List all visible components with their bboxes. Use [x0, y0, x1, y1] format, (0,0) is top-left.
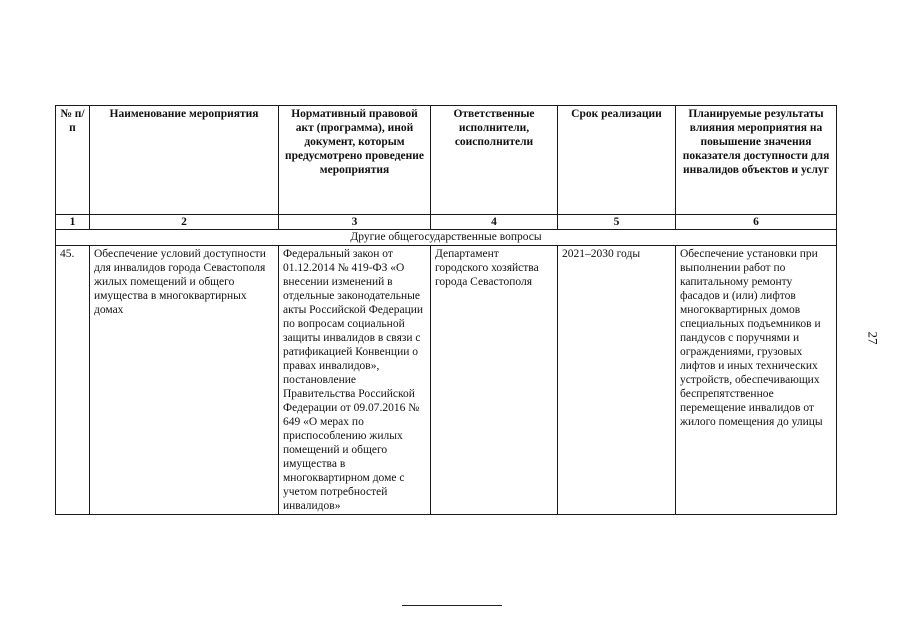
- table-header-row: [56, 106, 837, 215]
- row-executors: Департамент городского хозяйства города Севастополя: [431, 246, 558, 515]
- header-period: Срок реализации: [558, 106, 676, 215]
- column-number-row: [56, 215, 837, 230]
- row-measure-name: Обеспечение условий доступности для инвалидов города Севастополя жилых помещений и общего имущества в многоквартирных домах: [90, 246, 279, 515]
- column-number: 3: [279, 215, 431, 230]
- page-number: 27: [865, 331, 881, 345]
- measures-table: [55, 105, 837, 515]
- header-number: № п/п: [56, 106, 90, 215]
- header-executors: Ответственные исполнители, соисполнители: [431, 106, 558, 215]
- column-number: 2: [90, 215, 279, 230]
- header-planned-results: Планируемые результаты влияния мероприятия на повышение значения показателя доступности для инвалидов объектов и услуг: [676, 106, 837, 215]
- section-row: [56, 230, 837, 246]
- section-title: Другие общегосударственные вопросы: [56, 230, 837, 246]
- table-row: [56, 246, 837, 515]
- row-period: 2021–2030 годы: [558, 246, 676, 515]
- column-number: 5: [558, 215, 676, 230]
- row-legal-act: Федеральный закон от 01.12.2014 № 419-ФЗ «О внесении изменений в отдельные законодательные акты Российской Федерации по вопросам социальной защиты инвалидов в связи с ратификацией Конвенции о правах инвалидов», постановление Правительства Российской Федерации от 09.07.2016 № 649 «О мерах по приспособлению жилых помещений и общего имущества в многоквартирном доме с учетом потребностей инвалидов»: [279, 246, 431, 515]
- header-measure-name: Наименование мероприятия: [90, 106, 279, 215]
- footer-divider: [402, 605, 502, 606]
- row-number: 45.: [56, 246, 90, 515]
- column-number: 4: [431, 215, 558, 230]
- row-planned-results: Обеспечение установки при выполнении работ по капитальному ремонту фасадов и (или) лифтов многоквартирных домов специальных подъемников и пандусов с поручнями и ограждениями, грузовых лифтов и иных технических устройств, обеспечивающих беспрепятственное перемещение инвалидов от жилого помещения до улицы: [676, 246, 837, 515]
- column-number: 6: [676, 215, 837, 230]
- column-number: 1: [56, 215, 90, 230]
- header-legal-act: Нормативный правовой акт (программа), иной документ, которым предусмотрено проведение мероприятия: [279, 106, 431, 215]
